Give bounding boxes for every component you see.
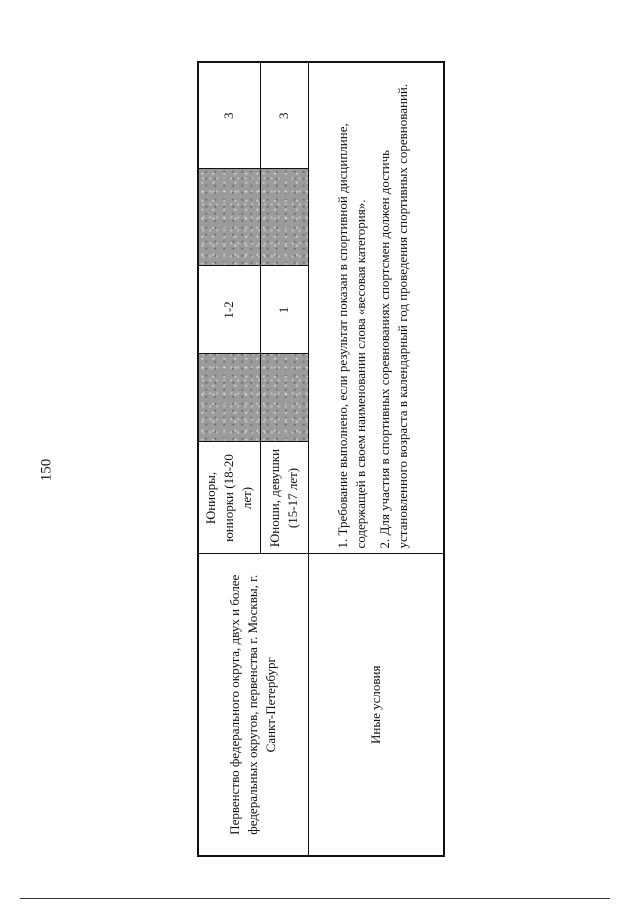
condition-2: 2. Для участия в спортивных соревнованиях спортсмен должен достичь установленного возраста в календарный год проведения спортивных соревнований.: [376, 83, 410, 549]
page-number: 150: [38, 458, 55, 482]
shaded-cell: [198, 169, 260, 266]
count-cell: 3: [260, 62, 308, 169]
table-row: [198, 62, 260, 856]
place-cell: 1: [260, 266, 308, 354]
conditions-cell: [308, 62, 444, 554]
standards-table: [197, 61, 445, 857]
table-row: [308, 62, 444, 856]
other-conditions-label: Иные условия: [308, 554, 444, 856]
rotated-table-container: [197, 63, 443, 857]
age-group-cell: Юниоры, юниорки (18-20 лет): [198, 442, 260, 554]
shaded-cell: [198, 354, 260, 442]
place-cell: 1-2: [198, 266, 260, 354]
count-cell: 3: [198, 62, 260, 169]
shaded-cell: [260, 169, 308, 266]
shaded-cell: [260, 354, 308, 442]
competition-cell: Первенство федерального округа, двух и более федеральных округов, первенства г. Москвы, г. Санкт-Петербург: [198, 554, 308, 856]
bottom-rule: [20, 898, 610, 899]
age-group-cell: Юноши, девушки (15-17 лет): [260, 442, 308, 554]
condition-1: 1. Требование выполнено, если результат показан в спортивной дисциплине, содержащей в своем наименовании слова «весовая категория».: [334, 123, 368, 549]
